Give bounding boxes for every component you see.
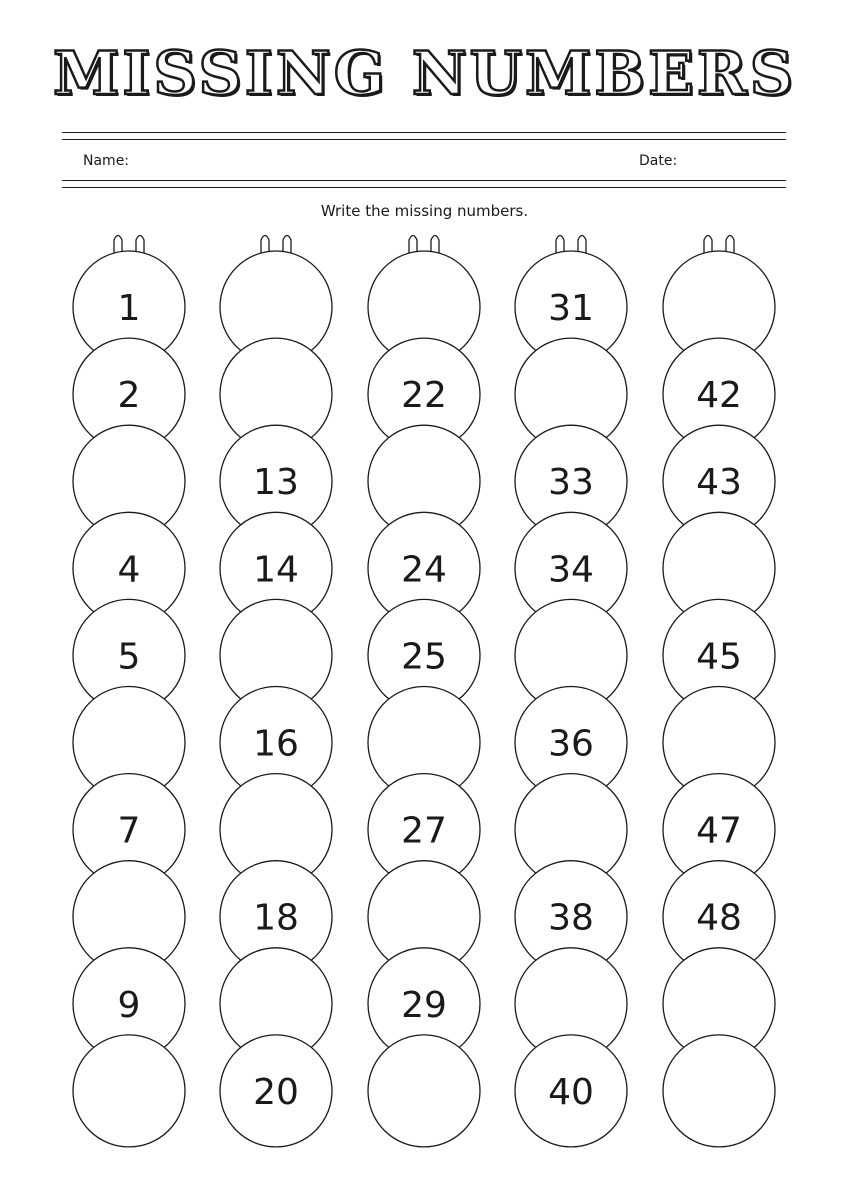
bead-circle xyxy=(663,1035,775,1147)
bead-number: 25 xyxy=(401,636,447,678)
bead-number: 45 xyxy=(696,636,742,678)
blank-bead[interactable] xyxy=(73,1035,185,1147)
bead-number: 16 xyxy=(253,723,299,765)
bead-number: 13 xyxy=(253,462,299,504)
caterpillar-5 xyxy=(663,236,775,1147)
bead-number: 27 xyxy=(401,810,447,852)
bead-number: 5 xyxy=(117,636,141,678)
bead-number: 40 xyxy=(548,1071,594,1113)
bead-number: 36 xyxy=(548,723,594,765)
bead-number: 33 xyxy=(548,462,594,504)
worksheet-title: MISSING NUMBERS xyxy=(52,39,797,109)
bead-number: 29 xyxy=(401,984,447,1026)
bead-number: 2 xyxy=(117,375,141,417)
bead-number: 9 xyxy=(117,984,141,1026)
instruction-text: Write the missing numbers. xyxy=(320,202,529,220)
bead-number: 47 xyxy=(696,810,742,852)
bead-number: 34 xyxy=(548,549,594,591)
bead-number: 4 xyxy=(117,549,141,591)
blank-bead[interactable] xyxy=(663,1035,775,1147)
caterpillar-3 xyxy=(368,236,480,1147)
bead-number: 48 xyxy=(696,897,742,939)
bead-number: 14 xyxy=(253,549,299,591)
caterpillar-4 xyxy=(515,236,627,1147)
number-bead xyxy=(220,1035,332,1147)
bead-number: 24 xyxy=(401,549,447,591)
number-bead xyxy=(515,1035,627,1147)
bead-number: 18 xyxy=(253,897,299,939)
bead-number: 42 xyxy=(696,375,742,417)
blank-bead[interactable] xyxy=(368,1035,480,1147)
bead-number: 38 xyxy=(548,897,594,939)
caterpillar-1 xyxy=(73,236,185,1147)
bead-number: 43 xyxy=(696,462,742,504)
bead-number: 1 xyxy=(117,288,141,329)
bead-number: 20 xyxy=(253,1071,299,1113)
caterpillar-2 xyxy=(220,236,332,1147)
bead-number: 7 xyxy=(117,810,141,852)
bead-circle xyxy=(368,1035,480,1147)
bead-circle xyxy=(73,1035,185,1147)
bead-number: 22 xyxy=(401,375,447,417)
name-label: Name: xyxy=(83,153,130,169)
bead-number: 31 xyxy=(548,288,594,329)
date-label: Date: xyxy=(639,153,678,169)
